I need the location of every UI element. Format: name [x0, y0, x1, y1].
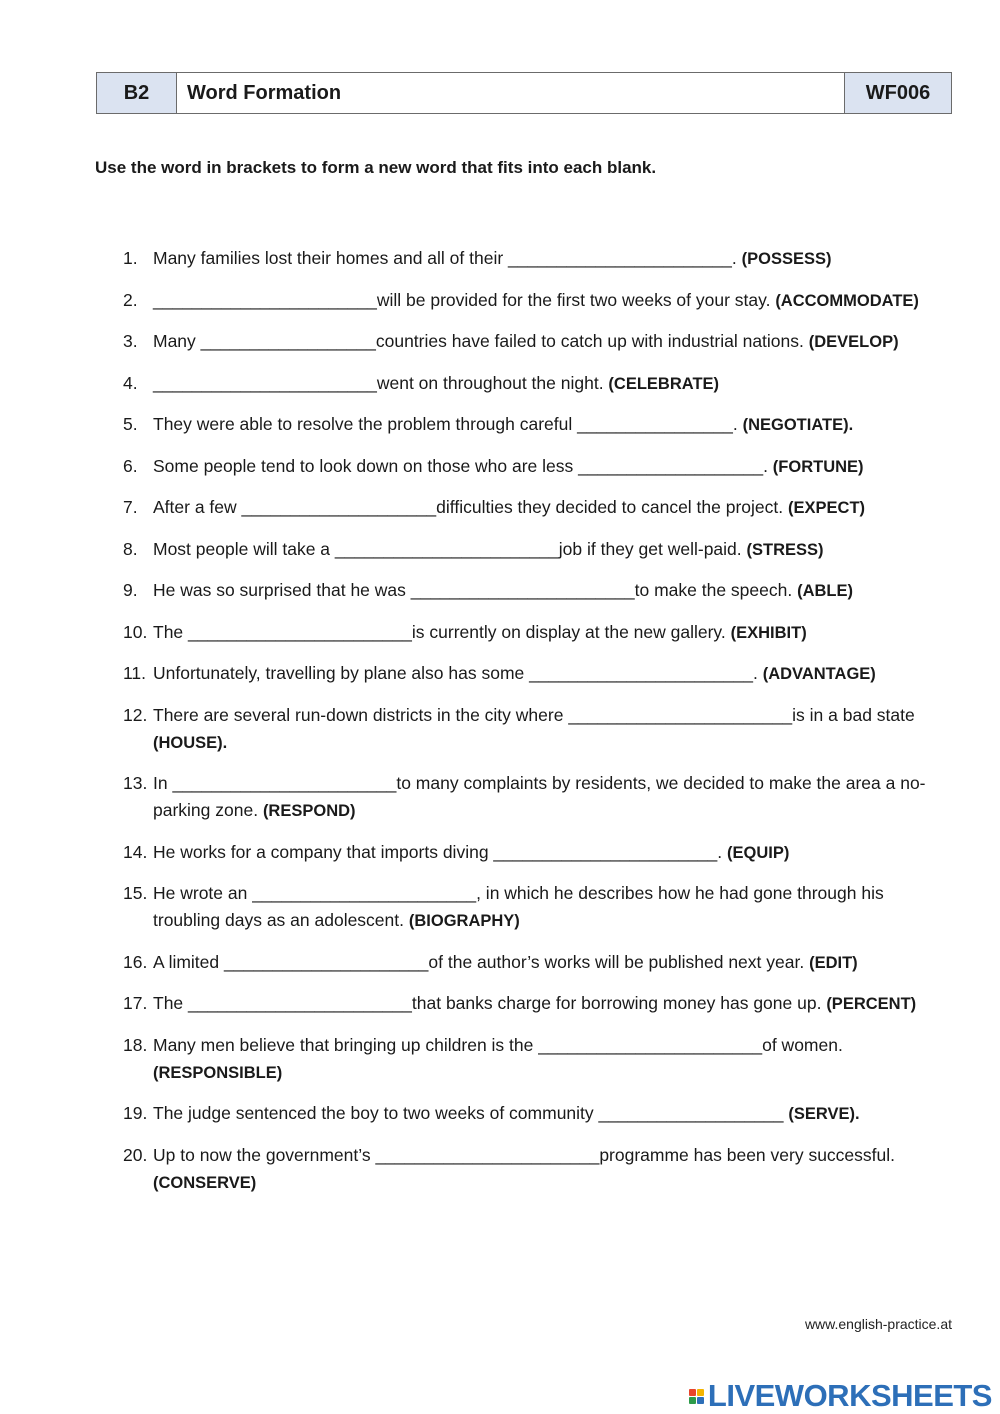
- item-number: 7.: [123, 497, 138, 517]
- sentence-before: There are several run-down districts in the city where: [153, 704, 569, 725]
- answer-blank[interactable]: _______________________: [508, 248, 732, 268]
- item-text: [153, 453, 953, 481]
- item-text: [153, 287, 953, 315]
- item-number: 10.: [123, 621, 148, 642]
- sentence-after: will be provided for the first two weeks of your stay.: [376, 289, 776, 310]
- sentence-after: .: [753, 663, 763, 683]
- word-hint: (PERCENT): [826, 995, 917, 1013]
- answer-blank[interactable]: _______________________: [188, 621, 412, 642]
- word-hint: (EXPECT): [788, 499, 866, 517]
- answer-blank[interactable]: _______________________: [172, 773, 397, 793]
- item-text: [153, 1100, 953, 1128]
- sentence-before: The: [153, 993, 189, 1013]
- sentence-after: that banks charge for borrowing money has gone up.: [411, 993, 827, 1013]
- sentence-after: to make the speech.: [634, 580, 798, 600]
- level-cell: B2: [97, 73, 177, 113]
- answer-blank[interactable]: _______________________: [188, 993, 412, 1013]
- sentence-before: Unfortunately, travelling by plane also has some: [153, 663, 530, 683]
- exercise-item: [123, 770, 953, 825]
- word-hint: (POSSESS): [741, 250, 832, 268]
- sentence-after: of the author’s works will be published next year.: [428, 951, 810, 972]
- sentence-before: Many families lost their homes and all of their: [153, 248, 509, 268]
- item-number: 3.: [123, 331, 138, 351]
- exercise-item: [123, 702, 953, 757]
- word-hint: (HOUSE).: [153, 733, 228, 752]
- sentence-before: The: [153, 621, 189, 642]
- item-text: [153, 619, 953, 647]
- logo-square: [689, 1397, 696, 1404]
- answer-blank[interactable]: _____________________: [224, 951, 429, 972]
- worksheet-code: WF006: [845, 73, 951, 113]
- exercise-item: [123, 370, 953, 398]
- item-number: 17.: [123, 993, 148, 1013]
- sentence-after: countries have failed to catch up with industrial nations.: [375, 331, 809, 351]
- exercise-item: [123, 1142, 953, 1197]
- instructions: Use the word in brackets to form a new word that fits into each blank.: [95, 158, 657, 177]
- word-hint: (RESPONSIBLE): [153, 1063, 283, 1082]
- item-number: 11.: [123, 663, 147, 683]
- item-number: 19.: [123, 1103, 148, 1123]
- logo-square: [689, 1389, 696, 1396]
- item-number: 5.: [123, 414, 138, 434]
- sentence-after: , in which he describes how he had gone through his troubling days as an adolescent.: [153, 883, 884, 930]
- answer-blank[interactable]: _______________________: [538, 1034, 763, 1055]
- answer-blank[interactable]: _______________________: [529, 663, 753, 683]
- sentence-before: Most people will take a: [153, 538, 335, 559]
- sentence-after: .: [763, 455, 773, 476]
- answer-blank[interactable]: ____________________: [241, 497, 437, 517]
- exercise-item: [123, 245, 953, 273]
- word-hint: (RESPOND): [262, 802, 356, 820]
- sentence-after: .: [731, 248, 742, 268]
- worksheet-header: [96, 72, 952, 114]
- source-url[interactable]: www.english-practice.at: [804, 1316, 952, 1332]
- item-text: [153, 536, 953, 564]
- sentence-before: After a few: [153, 497, 242, 517]
- item-text: [153, 990, 953, 1018]
- item-text: [153, 1032, 953, 1087]
- sentence-after: difficulties they decided to cancel the project.: [436, 497, 789, 517]
- sentence-before: A limited: [153, 951, 224, 972]
- sentence-before: He was so surprised that he was: [153, 580, 411, 600]
- word-hint: (ACCOMMODATE): [775, 291, 919, 310]
- worksheet-title: Word Formation: [177, 73, 845, 113]
- answer-blank[interactable]: _______________________: [334, 538, 559, 559]
- sentence-before: Up to now the government’s: [153, 1144, 376, 1165]
- exercise-item: [123, 494, 953, 522]
- brand-name: LIVEWORKSHEETS: [707, 1378, 992, 1413]
- exercise-item: [123, 453, 953, 481]
- logo-square: [697, 1389, 704, 1396]
- answer-blank[interactable]: ___________________: [578, 455, 764, 476]
- word-hint: (ABLE): [797, 582, 853, 600]
- sentence-before: Many men believe that bringing up children is the: [153, 1034, 539, 1055]
- sentence-after: is in a bad state: [792, 704, 915, 725]
- answer-blank[interactable]: _______________________: [252, 883, 477, 903]
- exercise-item: [123, 577, 953, 605]
- item-text: [153, 770, 953, 825]
- item-number: 16.: [123, 951, 148, 972]
- exercise-item: [123, 660, 953, 688]
- sentence-before: They were able to resolve the problem through careful: [153, 414, 578, 434]
- word-hint: (CELEBRATE): [608, 374, 720, 393]
- answer-blank[interactable]: ________________: [577, 414, 733, 434]
- item-number: 6.: [123, 455, 138, 476]
- sentence-before: Many: [153, 331, 201, 351]
- liveworksheets-brand: [689, 1378, 992, 1414]
- item-number: 12.: [123, 704, 148, 725]
- answer-blank[interactable]: __________________: [200, 331, 376, 351]
- sentence-after: programme has been very successful.: [599, 1144, 896, 1165]
- exercise-item: [123, 411, 953, 439]
- item-text: [153, 245, 953, 273]
- item-text: [153, 702, 953, 757]
- word-hint: (EXHIBIT): [730, 623, 807, 642]
- answer-blank[interactable]: _______________________: [153, 289, 377, 310]
- item-text: [153, 839, 953, 867]
- item-text: [153, 949, 953, 977]
- logo-square: [697, 1397, 704, 1404]
- sentence-after: to many complaints by residents, we decided to make the area a no-parking zone.: [153, 773, 926, 820]
- sentence-after: is currently on display at the new gallery.: [411, 621, 731, 642]
- exercise-item: [123, 839, 953, 867]
- item-number: 9.: [123, 580, 138, 600]
- item-number: 14.: [123, 841, 148, 862]
- exercise-item: [123, 1032, 953, 1087]
- item-text: [153, 494, 953, 522]
- item-number: 15.: [123, 883, 148, 903]
- exercise-list: [123, 245, 953, 1210]
- word-hint: (DEVELOP): [808, 333, 899, 351]
- item-number: 8.: [123, 538, 138, 559]
- item-text: [153, 880, 953, 935]
- exercise-item: [123, 990, 953, 1018]
- sentence-after: .: [717, 841, 728, 862]
- item-number: 20.: [123, 1144, 148, 1165]
- item-text: [153, 577, 953, 605]
- answer-blank[interactable]: _______________________: [568, 704, 793, 725]
- item-number: 2.: [123, 289, 138, 310]
- sentence-before: In: [153, 773, 173, 793]
- sentence-after: went on throughout the night.: [376, 372, 609, 393]
- exercise-item: [123, 880, 953, 935]
- sentence-before: Some people tend to look down on those who are less: [153, 455, 579, 476]
- word-hint: (ADVANTAGE): [762, 665, 876, 683]
- sentence-before: He wrote an: [153, 883, 253, 903]
- answer-blank[interactable]: _______________________: [410, 580, 635, 600]
- word-hint: (FORTUNE): [772, 457, 864, 476]
- exercise-item: [123, 328, 953, 356]
- item-text: [153, 660, 953, 688]
- item-text: [153, 411, 953, 439]
- sentence-after: .: [732, 414, 743, 434]
- item-text: [153, 370, 953, 398]
- item-text: [153, 328, 953, 356]
- word-hint: (EQUIP): [727, 843, 790, 862]
- item-number: 18.: [123, 1034, 148, 1055]
- item-number: 4.: [123, 372, 138, 393]
- exercise-item: [123, 536, 953, 564]
- answer-blank[interactable]: _______________________: [493, 841, 718, 862]
- exercise-item: [123, 949, 953, 977]
- sentence-after: of women.: [762, 1034, 843, 1055]
- exercise-item: [123, 1100, 953, 1128]
- answer-blank[interactable]: _______________________: [153, 372, 377, 393]
- word-hint: (SERVE).: [788, 1105, 860, 1123]
- sentence-after: job if they get well-paid.: [558, 538, 747, 559]
- exercise-item: [123, 287, 953, 315]
- item-number: 13.: [123, 773, 148, 793]
- exercise-item: [123, 619, 953, 647]
- item-text: [153, 1142, 953, 1197]
- word-hint: (STRESS): [746, 540, 824, 559]
- word-hint: (BIOGRAPHY): [408, 912, 520, 930]
- word-hint: (EDIT): [809, 953, 858, 972]
- word-hint: (CONSERVE): [153, 1173, 257, 1192]
- item-number: 1.: [123, 248, 138, 268]
- sentence-before: The judge sentenced the boy to two weeks of community: [153, 1103, 599, 1123]
- word-hint: (NEGOTIATE).: [742, 416, 854, 434]
- liveworksheets-logo-icon: [689, 1389, 704, 1404]
- answer-blank[interactable]: _______________________: [375, 1144, 600, 1165]
- sentence-before: He works for a company that imports diving: [153, 841, 494, 862]
- answer-blank[interactable]: ___________________: [598, 1103, 784, 1123]
